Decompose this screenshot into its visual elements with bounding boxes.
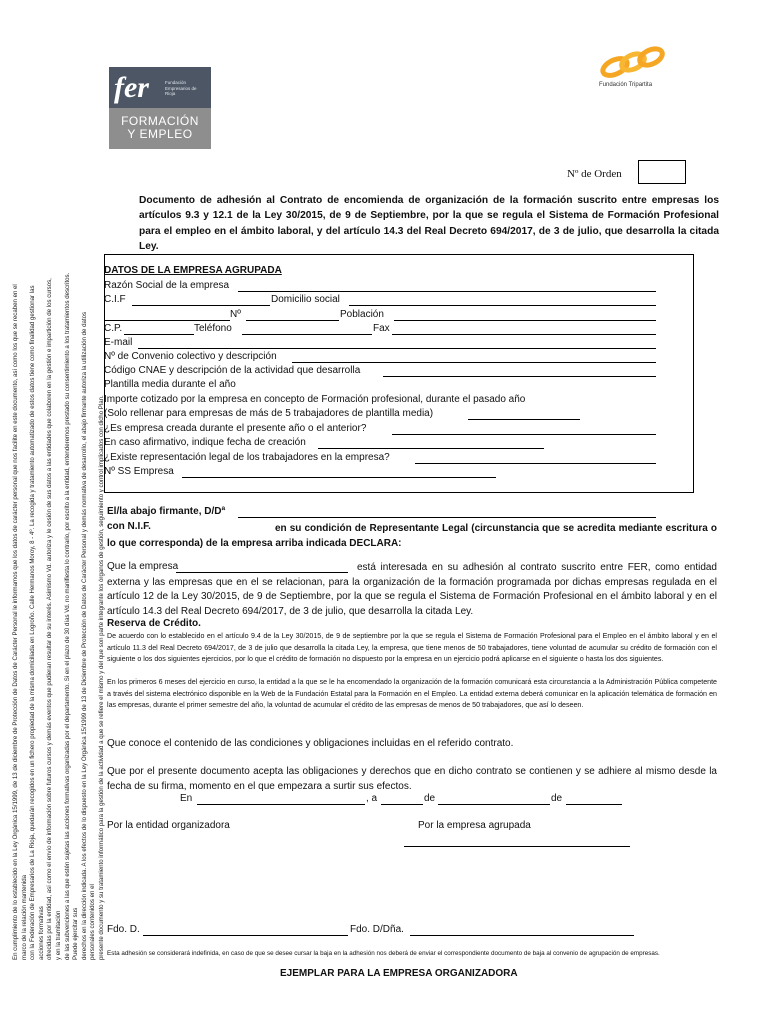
fer-tagline [109,115,211,141]
telefono-label: Teléfono [194,323,232,334]
direccion-field[interactable] [104,320,230,321]
lugar-en-label: En [180,793,193,804]
tripartita-name: Fundación Tripartita [599,82,653,88]
fax-field[interactable] [392,334,656,335]
firma-agrupada-line[interactable] [404,846,630,847]
legal-line: y en la tramitación [54,910,62,960]
legal-notice-vertical [12,60,107,960]
lugar-field[interactable] [197,804,365,805]
legal-line: personales contenidos en el [89,884,97,960]
cnae-field[interactable] [383,376,656,377]
lugar-a-label: , a [366,793,378,804]
fer-subtitle: Fundación Empresarios de Rioja [165,80,197,96]
solo-label: (Solo rellenar para empresas de más de 5 trabajadores de plantilla media) [104,408,434,419]
fer-logo-top [109,67,211,108]
plantilla-label: Plantilla media durante el año [104,379,236,390]
cif-label: C.I.F [104,294,126,305]
firmante-field[interactable] [238,517,656,518]
nif-label: con N.I.F. [107,521,151,532]
email-label: E-mail [104,337,133,348]
convenio-field[interactable] [292,362,656,363]
cnae-label: Código CNAE y descripción de la actividad que desarrolla [104,365,361,376]
importe-field[interactable] [468,419,580,420]
email-field[interactable] [138,348,656,349]
fer-wordmark: fer [114,71,149,104]
legal-line: ofrecidas por la entidad, así como el envío de información sobre futuros cursos y demás eventos que pudieran resultar de su interés. Asimismo Vd. autoriza y le cesión de sus datos a las entidades que colaboren en la gestión e impartición de los cursos, [46,278,54,960]
numero-field[interactable] [246,320,339,321]
legal-line: acciones formativas [37,906,45,960]
ss-field[interactable] [182,477,496,478]
legal-line: En cumplimiento de lo establecido en la Ley Orgánica 15/1999, de 13 de diciembre de Protección de Datos de Carácter Personal le informamos que los datos de carácter personal que nos facilite en este documento, así como los que se recaben en el [12,284,19,960]
convenio-label: Nº de Convenio colectivo y descripción [104,351,277,362]
domicilio-label: Domicilio social [271,294,340,305]
poblacion-label: Población [340,309,384,320]
razon-social-field[interactable] [238,291,656,292]
fdo2-label: Fdo. D/Dña. [350,924,404,935]
interesada-text: está interesada en su adhesión al contrato suscrito entre FER, como entidad externa y las empresas que en el se relacionan, para la organización de la formación programada por dichas empresas regulada en el artículo 12 de la Ley 30/2015, de 9 de Septiembre, por la que se regula el Sistema de Formación Profesional en el ámbito laboral y en el artículo 14.3 del Real Decreto 694/2017, de 3 de julio, que desarrolla la citada Ley. [107,562,717,617]
footnote: Esta adhesión se considerará indefinida, en caso de que se desee cursar la baja en la adhesión nos deberá de enviar el correspondiente documento de baja al convenio de agrupación de empresas. [107,950,660,957]
firmante-label: El/la abajo firmante, D/Dª [107,506,226,517]
tripartita-logo [597,45,669,95]
fdo2-field[interactable] [410,935,634,936]
fecha-creacion-field[interactable] [318,448,544,449]
afirmativo-label: En caso afirmativo, indique fecha de creación [104,437,306,448]
fer-tagline-line1: FORMACIÓN [121,114,199,128]
anio-field[interactable] [566,804,622,805]
reserva-text: De acuerdo con lo establecido en el artículo 9.4 de la Ley 30/2015, de 9 de septiembre por la que se regula el Sistema de Formación Profesional para el Empleo en el ámbito laboral y en el artículo 11.3 del Real Decreto 694/2017, de 3 de julio que desarrolla la citada Ley, la empresa, que tiene menos de 50 trabajadores, tiene voluntad de acumular su crédito de formación con el siguiente o los dos siguientes ejercicios, por lo que el crédito de formación no dispuesto por la empresa en un ejercicio podrá aplicarse en el siguiente o hasta los dos siguientes. [107,632,717,664]
legal-line: de las subvenciones a las que estén sujetas las acciones formativas organizadas por el departamento. Si en el plazo de 30 días Vd. no manifiesta lo contrario, por escrito a la entidad, entenderemos prestado su consentimiento a los tratamientos descritos. [63,272,71,960]
legal-line: marco de la relación mantenida [20,874,28,960]
firma-organizadora-label: Por la entidad organizadora [107,820,230,831]
ejemplar-label: EJEMPLAR PARA LA EMPRESA ORGANIZADORA [280,968,518,979]
lugar-de2-label: de [551,793,563,804]
ss-label: Nº SS Empresa [104,466,174,477]
representacion-label: ¿Existe representación legal de los trabajadores en la empresa? [104,452,390,463]
legal-line: Puede ejercitar sus [72,907,80,960]
acepta-text: Que por el presente documento acepta las obligaciones y derechos que en dicho contrato se contienen y se adhiere al mismo desde la fecha de su firma, momento en el que empezara a surtir sus efectos. [107,766,717,792]
conoce-text: Que conoce el contenido de las condiciones y obligaciones incluidas en el referido contrato. [107,738,514,749]
representacion-field[interactable] [415,463,656,464]
tripartita-mark-icon [597,45,669,81]
reserva-text-2: En los primeros 6 meses del ejercicio en curso, la entidad a la que se le ha encomendado la organización de la formación comunicará esta circunstancia a la Administración Pública competente a través del sistema electrónico disponible en la Web de la Fundación Estatal para la Formación en el Empleo. La entidad externa deberá comunicar en la aplicación telemática de formación en las empresas, durante el primer semestre del año, la voluntad de acumular el crédito de las empresas de menos de 50 trabajadores, que así lo deseen. [107,678,717,710]
datos-heading: DATOS DE LA EMPRESA AGRUPADA [104,265,282,276]
reserva-heading: Reserva de Crédito. [107,618,201,629]
orden-label: Nº de Orden [567,168,622,180]
cif-field[interactable] [132,305,270,306]
fax-label: Fax [373,323,390,334]
importe-label: Importe cotizado por la empresa en concepto de Formación profesional, durante el pasado año [104,394,526,405]
numero-label: Nº [230,309,241,320]
legal-line: presente documento y su tratamiento informático para la gestión de la actividad a que se refiere el mismo y del que son parte integrante los órganos de gestión, seguimiento y control implicados con dicho Plan. [97,395,105,960]
dia-field[interactable] [381,804,423,805]
legal-line: derechos en la dirección indicada. A los efectos de lo dispuesto en la Ley Orgánica 15/1999 de 13 de Diciembre de Protección de Datos de Carácter Personal y demás normativa de desarrollo, el abajo firmante autoriza la utilización de datos [80,311,88,960]
condicion-text: en su condición de Representante Legal (circunstancia que se acredita mediante escritura o lo que corresponda) de la empresa arriba indicada DECLARA: [107,523,717,549]
razon-social-label: Razón Social de la empresa [104,280,230,291]
fdo1-label: Fdo. D. [107,924,140,935]
lugar-de1-label: de [424,793,436,804]
domicilio-field[interactable] [349,305,656,306]
legal-line: con la Federación de Empresarios de La Rioja, quedarán recogidos en un fichero propiedad de la misma domiciliada en Logroño. Calle Hermanos Moroy, 8 - 4º. La recogida y tratamiento automatizado de estos datos tiene como finalidad gestionar las [29,285,37,960]
orden-input[interactable] [638,160,686,184]
poblacion-field[interactable] [394,320,656,321]
firma-agrupada-label: Por la empresa agrupada [418,820,531,831]
mes-field[interactable] [438,804,550,805]
fer-logo [109,67,211,149]
cp-label: C.P. [104,323,123,334]
creada-label: ¿Es empresa creada durante el presente año o el anterior? [104,423,367,434]
cp-field[interactable] [124,334,194,335]
document-title: Documento de adhesión al Contrato de encomienda de organización de la formación suscrito entre empresas los artículos 9.3 y 12.1 de la Ley 30/2015, de 9 de Septiembre, por la que se regula el Sistema de Formación Profesional para el empleo en el ámbito laboral, y del artículo 14.3 del Real Decreto 694/2017, de 3 de julio, que desarrolla la citada Ley. [139,195,719,253]
fer-tagline-line2: Y EMPLEO [127,127,193,141]
fdo1-field[interactable] [143,935,348,936]
creada-field[interactable] [392,434,656,435]
interesada-label: Que la empresa [107,561,179,572]
telefono-field[interactable] [242,334,372,335]
